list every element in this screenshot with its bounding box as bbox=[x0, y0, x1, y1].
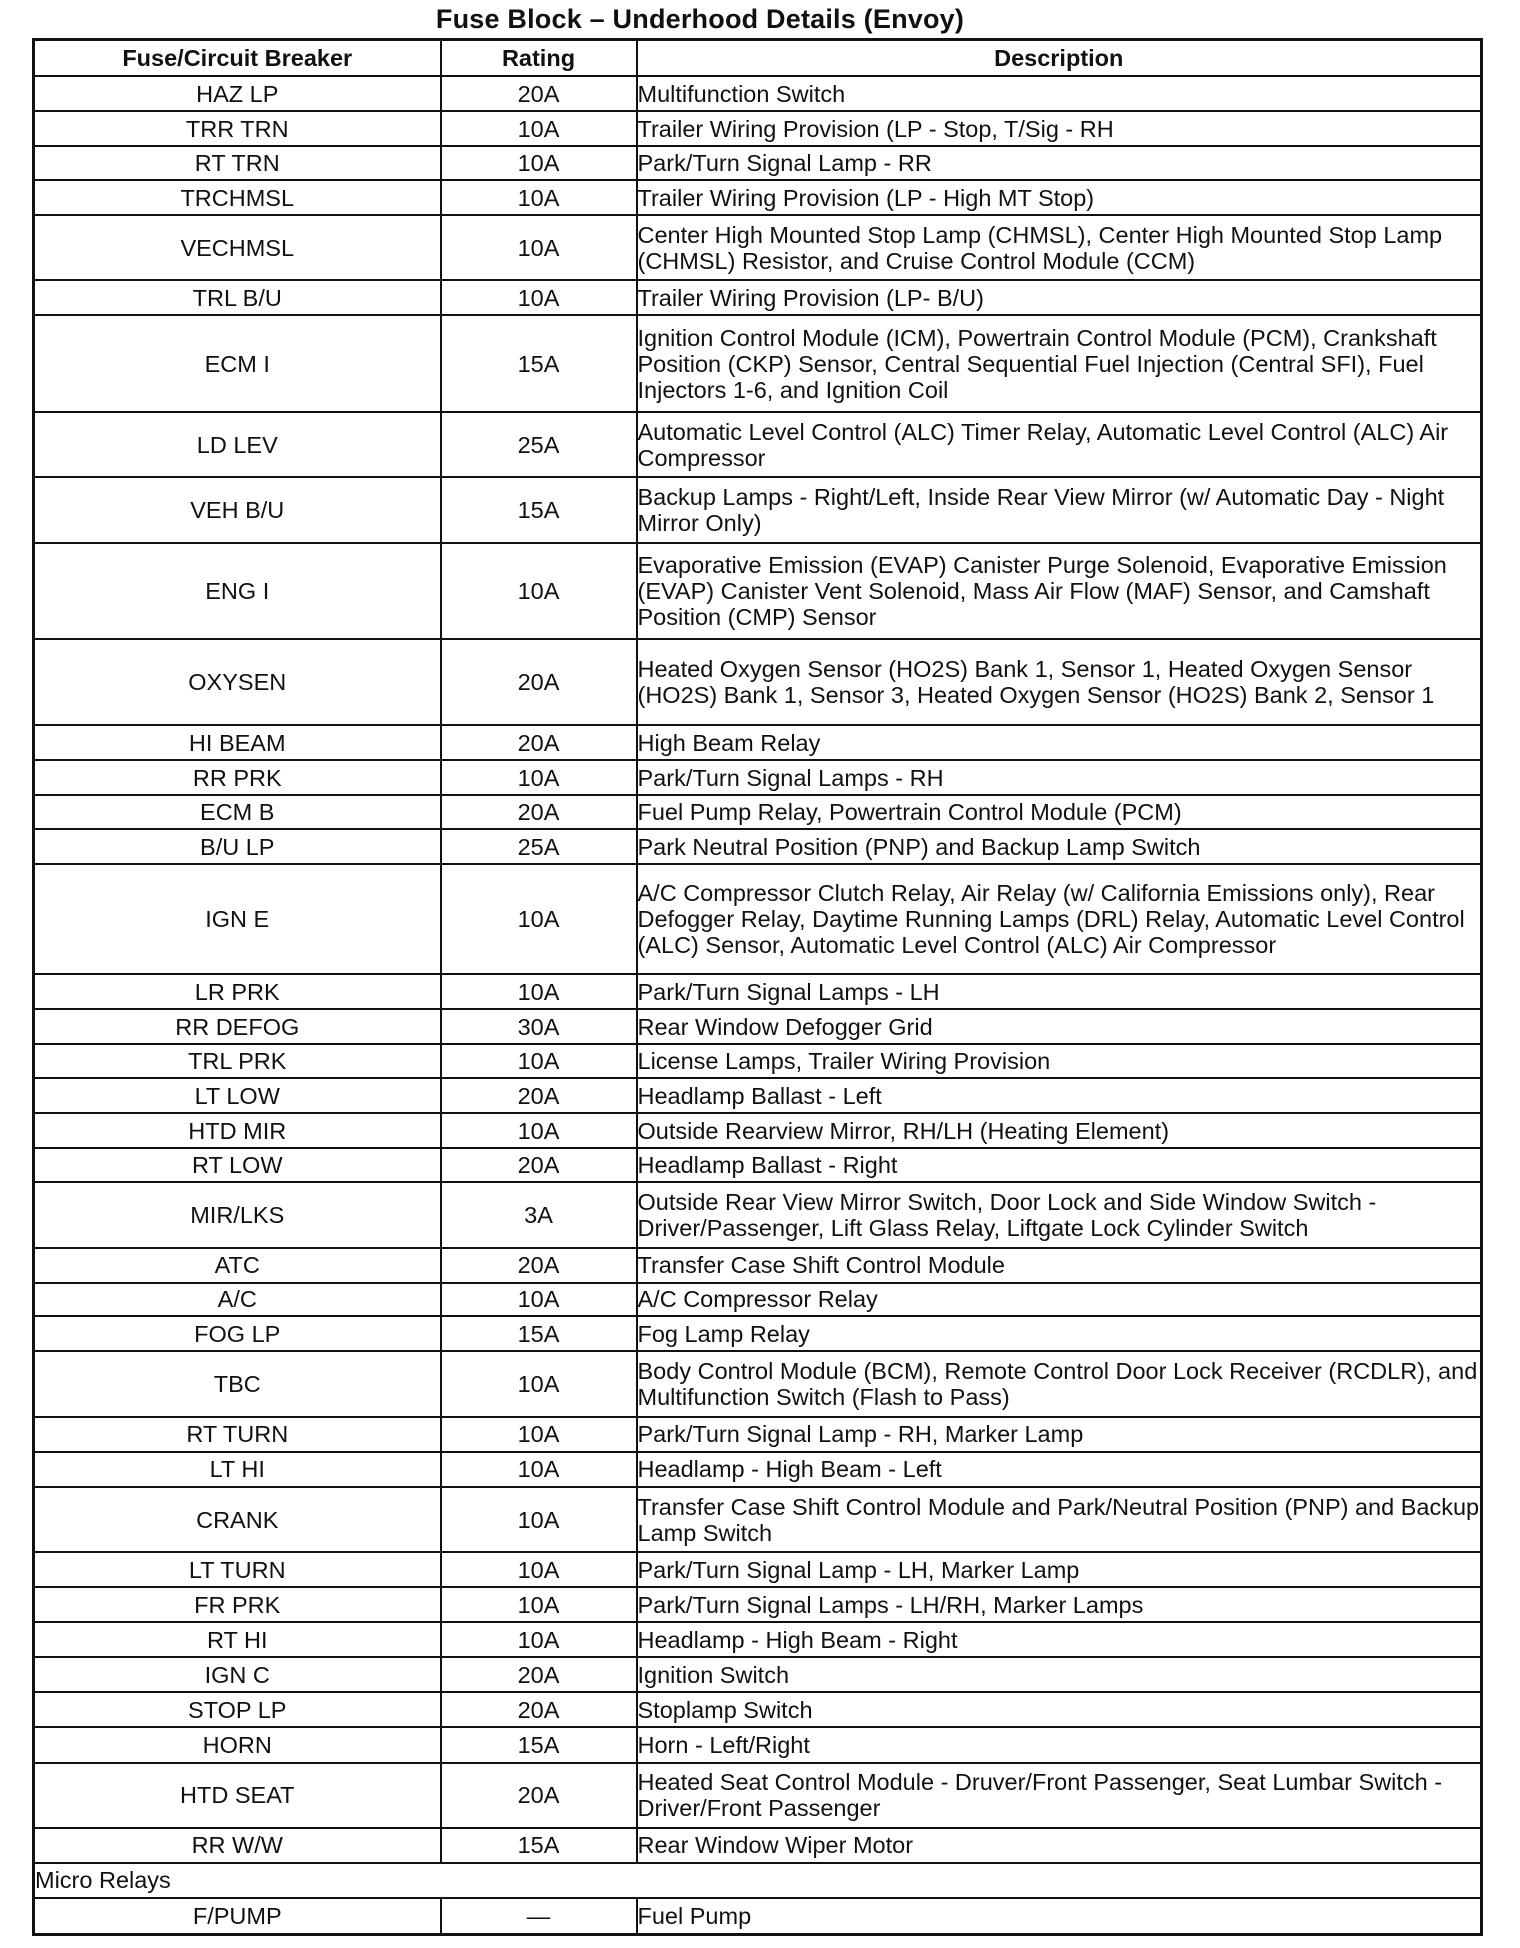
rating-cell: 20A bbox=[441, 1657, 637, 1692]
table-row bbox=[34, 1763, 1482, 1828]
rating-cell: 20A bbox=[441, 1763, 637, 1828]
page-title: Fuse Block – Underhood Details (Envoy) bbox=[435, 4, 965, 34]
fuse-cell: RR PRK bbox=[34, 760, 441, 795]
fuse-cell: FR PRK bbox=[34, 1587, 441, 1622]
description-cell: A/C Compressor Relay bbox=[637, 1283, 1482, 1317]
table-row bbox=[34, 639, 1482, 725]
description-cell: Ignition Control Module (ICM), Powertrain Control Module (PCM), Crankshaft Position (CKP) Sensor, Central Sequential Fuel Injection (Central SFI), Fuel Injectors 1-6, and Ignition Coil bbox=[637, 315, 1482, 412]
fuse-cell: RT HI bbox=[34, 1622, 441, 1657]
description-cell: Stoplamp Switch bbox=[637, 1692, 1482, 1727]
description-cell: Headlamp Ballast - Left bbox=[637, 1078, 1482, 1113]
rating-cell: 20A bbox=[441, 725, 637, 760]
column-header-rating: Rating bbox=[441, 40, 637, 77]
description-cell: Rear Window Defogger Grid bbox=[637, 1009, 1482, 1044]
fuse-cell: HAZ LP bbox=[34, 76, 441, 111]
description-cell: Trailer Wiring Provision (LP - Stop, T/Sig - RH bbox=[637, 111, 1482, 146]
description-cell: Fuel Pump bbox=[637, 1898, 1482, 1935]
rating-cell: 10A bbox=[441, 1622, 637, 1657]
rating-cell: 20A bbox=[441, 1078, 637, 1113]
column-header-description: Description bbox=[637, 40, 1482, 77]
fuse-cell: A/C bbox=[34, 1283, 441, 1317]
table-row bbox=[34, 1148, 1482, 1182]
fuse-cell: TRCHMSL bbox=[34, 180, 441, 215]
description-cell: Headlamp - High Beam - Right bbox=[637, 1622, 1482, 1657]
table-row bbox=[34, 1657, 1482, 1692]
description-cell: A/C Compressor Clutch Relay, Air Relay (w/ California Emissions only), Rear Defogger Relay, Daytime Running Lamps (DRL) Relay, Automatic Level Control (ALC) Sensor, Automatic Level Control (ALC) Air Compressor bbox=[637, 864, 1482, 974]
table-row bbox=[34, 1552, 1482, 1587]
table-row bbox=[34, 1828, 1482, 1863]
fuse-cell: ATC bbox=[34, 1248, 441, 1283]
description-cell: Park/Turn Signal Lamp - RR bbox=[637, 146, 1482, 180]
fuse-table bbox=[32, 38, 1483, 1936]
rating-cell: 10A bbox=[441, 1351, 637, 1416]
rating-cell: 10A bbox=[441, 760, 637, 795]
table-row bbox=[34, 146, 1482, 180]
description-cell: Center High Mounted Stop Lamp (CHMSL), Center High Mounted Stop Lamp (CHMSL) Resistor, and Cruise Control Module (CCM) bbox=[637, 215, 1482, 280]
description-cell: Multifunction Switch bbox=[637, 76, 1482, 111]
table-row bbox=[34, 543, 1482, 640]
description-cell: Park Neutral Position (PNP) and Backup Lamp Switch bbox=[637, 829, 1482, 864]
section-row-micro-relays bbox=[34, 1863, 1482, 1898]
fuse-cell: VECHMSL bbox=[34, 215, 441, 280]
table-row bbox=[34, 1248, 1482, 1283]
fuse-cell: MIR/LKS bbox=[34, 1182, 441, 1247]
table-row bbox=[34, 1078, 1482, 1113]
fuse-cell: IGN C bbox=[34, 1657, 441, 1692]
rating-cell: 25A bbox=[441, 412, 637, 477]
description-cell: Transfer Case Shift Control Module and Park/Neutral Position (PNP) and Backup Lamp Switch bbox=[637, 1487, 1482, 1552]
fuse-cell: TRL B/U bbox=[34, 280, 441, 315]
fuse-cell: OXYSEN bbox=[34, 639, 441, 725]
table-row bbox=[34, 1316, 1482, 1351]
description-cell: Heated Oxygen Sensor (HO2S) Bank 1, Sensor 1, Heated Oxygen Sensor (HO2S) Bank 1, Sensor 3, Heated Oxygen Sensor (HO2S) Bank 2, Sensor 1 bbox=[637, 639, 1482, 725]
rating-cell: 10A bbox=[441, 1452, 637, 1487]
rating-cell: 10A bbox=[441, 1283, 637, 1317]
description-cell: Fuel Pump Relay, Powertrain Control Module (PCM) bbox=[637, 795, 1482, 829]
rating-cell: 10A bbox=[441, 1487, 637, 1552]
rating-cell: — bbox=[441, 1898, 637, 1935]
table-row bbox=[34, 725, 1482, 760]
table-row bbox=[34, 1009, 1482, 1044]
description-cell: High Beam Relay bbox=[637, 725, 1482, 760]
rating-cell: 15A bbox=[441, 1828, 637, 1863]
table-row bbox=[34, 1182, 1482, 1247]
rating-cell: 25A bbox=[441, 829, 637, 864]
fuse-cell: TBC bbox=[34, 1351, 441, 1416]
fuse-cell: HTD SEAT bbox=[34, 1763, 441, 1828]
table-row bbox=[34, 1283, 1482, 1317]
table-row bbox=[34, 1622, 1482, 1657]
rating-cell: 10A bbox=[441, 864, 637, 974]
description-cell: Outside Rearview Mirror, RH/LH (Heating Element) bbox=[637, 1113, 1482, 1148]
rating-cell: 15A bbox=[441, 477, 637, 542]
description-cell: Park/Turn Signal Lamp - RH, Marker Lamp bbox=[637, 1417, 1482, 1452]
fuse-cell: ECM I bbox=[34, 315, 441, 412]
description-cell: Park/Turn Signal Lamp - LH, Marker Lamp bbox=[637, 1552, 1482, 1587]
table-row bbox=[34, 829, 1482, 864]
header-row bbox=[34, 40, 1482, 77]
description-cell: Heated Seat Control Module - Druver/Front Passenger, Seat Lumbar Switch - Driver/Front Passenger bbox=[637, 1763, 1482, 1828]
fuse-cell: IGN E bbox=[34, 864, 441, 974]
fuse-cell: HTD MIR bbox=[34, 1113, 441, 1148]
fuse-cell: TRL PRK bbox=[34, 1044, 441, 1078]
table-row bbox=[34, 1113, 1482, 1148]
table-row bbox=[34, 974, 1482, 1009]
rating-cell: 10A bbox=[441, 180, 637, 215]
table-row bbox=[34, 1044, 1482, 1078]
description-cell: Transfer Case Shift Control Module bbox=[637, 1248, 1482, 1283]
table-row bbox=[34, 1692, 1482, 1727]
description-cell: Automatic Level Control (ALC) Timer Relay, Automatic Level Control (ALC) Air Compressor bbox=[637, 412, 1482, 477]
table-row bbox=[34, 180, 1482, 215]
table-row bbox=[34, 1587, 1482, 1622]
description-cell: Headlamp Ballast - Right bbox=[637, 1148, 1482, 1182]
rating-cell: 10A bbox=[441, 974, 637, 1009]
description-cell: Outside Rear View Mirror Switch, Door Lock and Side Window Switch - Driver/Passenger, Lift Glass Relay, Liftgate Lock Cylinder Switch bbox=[637, 1182, 1482, 1247]
description-cell: Evaporative Emission (EVAP) Canister Purge Solenoid, Evaporative Emission (EVAP) Canister Vent Solenoid, Mass Air Flow (MAF) Sensor, and Camshaft Position (CMP) Sensor bbox=[637, 543, 1482, 640]
rating-cell: 30A bbox=[441, 1009, 637, 1044]
description-cell: Park/Turn Signal Lamps - LH bbox=[637, 974, 1482, 1009]
fuse-cell: RT TRN bbox=[34, 146, 441, 180]
rating-cell: 10A bbox=[441, 1113, 637, 1148]
fuse-cell: LR PRK bbox=[34, 974, 441, 1009]
fuse-cell: LT LOW bbox=[34, 1078, 441, 1113]
table-row bbox=[34, 760, 1482, 795]
rating-cell: 10A bbox=[441, 111, 637, 146]
fuse-cell: RR W/W bbox=[34, 1828, 441, 1863]
fuse-cell: RT LOW bbox=[34, 1148, 441, 1182]
rating-cell: 15A bbox=[441, 1316, 637, 1351]
description-cell: Trailer Wiring Provision (LP - High MT Stop) bbox=[637, 180, 1482, 215]
table-row bbox=[34, 1487, 1482, 1552]
table-row bbox=[34, 412, 1482, 477]
rating-cell: 20A bbox=[441, 639, 637, 725]
table-row bbox=[34, 1898, 1482, 1935]
table-row bbox=[34, 795, 1482, 829]
fuse-cell: VEH B/U bbox=[34, 477, 441, 542]
rating-cell: 10A bbox=[441, 280, 637, 315]
description-cell: License Lamps, Trailer Wiring Provision bbox=[637, 1044, 1482, 1078]
fuse-cell: STOP LP bbox=[34, 1692, 441, 1727]
fuse-cell: F/PUMP bbox=[34, 1898, 441, 1935]
table-row bbox=[34, 1452, 1482, 1487]
table-row bbox=[34, 864, 1482, 974]
fuse-cell: LD LEV bbox=[34, 412, 441, 477]
table-row bbox=[34, 215, 1482, 280]
table-row bbox=[34, 76, 1482, 111]
description-cell: Fog Lamp Relay bbox=[637, 1316, 1482, 1351]
table-row bbox=[34, 477, 1482, 542]
fuse-cell: LT HI bbox=[34, 1452, 441, 1487]
fuse-cell: HORN bbox=[34, 1727, 441, 1762]
rating-cell: 20A bbox=[441, 76, 637, 111]
fuse-cell: ENG I bbox=[34, 543, 441, 640]
table-row bbox=[34, 1727, 1482, 1762]
rating-cell: 10A bbox=[441, 146, 637, 180]
rating-cell: 20A bbox=[441, 1692, 637, 1727]
fuse-cell: ECM B bbox=[34, 795, 441, 829]
rating-cell: 15A bbox=[441, 315, 637, 412]
rating-cell: 20A bbox=[441, 1148, 637, 1182]
description-cell: Park/Turn Signal Lamps - LH/RH, Marker Lamps bbox=[637, 1587, 1482, 1622]
fuse-cell: B/U LP bbox=[34, 829, 441, 864]
description-cell: Backup Lamps - Right/Left, Inside Rear View Mirror (w/ Automatic Day - Night Mirror Only) bbox=[637, 477, 1482, 542]
fuse-cell: RT TURN bbox=[34, 1417, 441, 1452]
table-row bbox=[34, 315, 1482, 412]
description-cell: Ignition Switch bbox=[637, 1657, 1482, 1692]
fuse-cell: FOG LP bbox=[34, 1316, 441, 1351]
fuse-cell: LT TURN bbox=[34, 1552, 441, 1587]
fuse-table-body bbox=[34, 76, 1482, 1935]
rating-cell: 10A bbox=[441, 1552, 637, 1587]
rating-cell: 10A bbox=[441, 1044, 637, 1078]
description-cell: Trailer Wiring Provision (LP- B/U) bbox=[637, 280, 1482, 315]
rating-cell: 15A bbox=[441, 1727, 637, 1762]
rating-cell: 10A bbox=[441, 215, 637, 280]
rating-cell: 20A bbox=[441, 1248, 637, 1283]
rating-cell: 10A bbox=[441, 543, 637, 640]
rating-cell: 3A bbox=[441, 1182, 637, 1247]
rating-cell: 10A bbox=[441, 1417, 637, 1452]
description-cell: Horn - Left/Right bbox=[637, 1727, 1482, 1762]
fuse-cell: CRANK bbox=[34, 1487, 441, 1552]
column-header-fuse: Fuse/Circuit Breaker bbox=[34, 40, 441, 77]
table-row bbox=[34, 111, 1482, 146]
table-row bbox=[34, 1417, 1482, 1452]
section-label: Micro Relays bbox=[34, 1863, 1482, 1898]
fuse-cell: RR DEFOG bbox=[34, 1009, 441, 1044]
rating-cell: 20A bbox=[441, 795, 637, 829]
table-row bbox=[34, 280, 1482, 315]
fuse-cell: HI BEAM bbox=[34, 725, 441, 760]
table-row bbox=[34, 1351, 1482, 1416]
description-cell: Headlamp - High Beam - Left bbox=[637, 1452, 1482, 1487]
description-cell: Rear Window Wiper Motor bbox=[637, 1828, 1482, 1863]
rating-cell: 10A bbox=[441, 1587, 637, 1622]
description-cell: Park/Turn Signal Lamps - RH bbox=[637, 760, 1482, 795]
fuse-cell: TRR TRN bbox=[34, 111, 441, 146]
description-cell: Body Control Module (BCM), Remote Control Door Lock Receiver (RCDLR), and Multifunction Switch (Flash to Pass) bbox=[637, 1351, 1482, 1416]
